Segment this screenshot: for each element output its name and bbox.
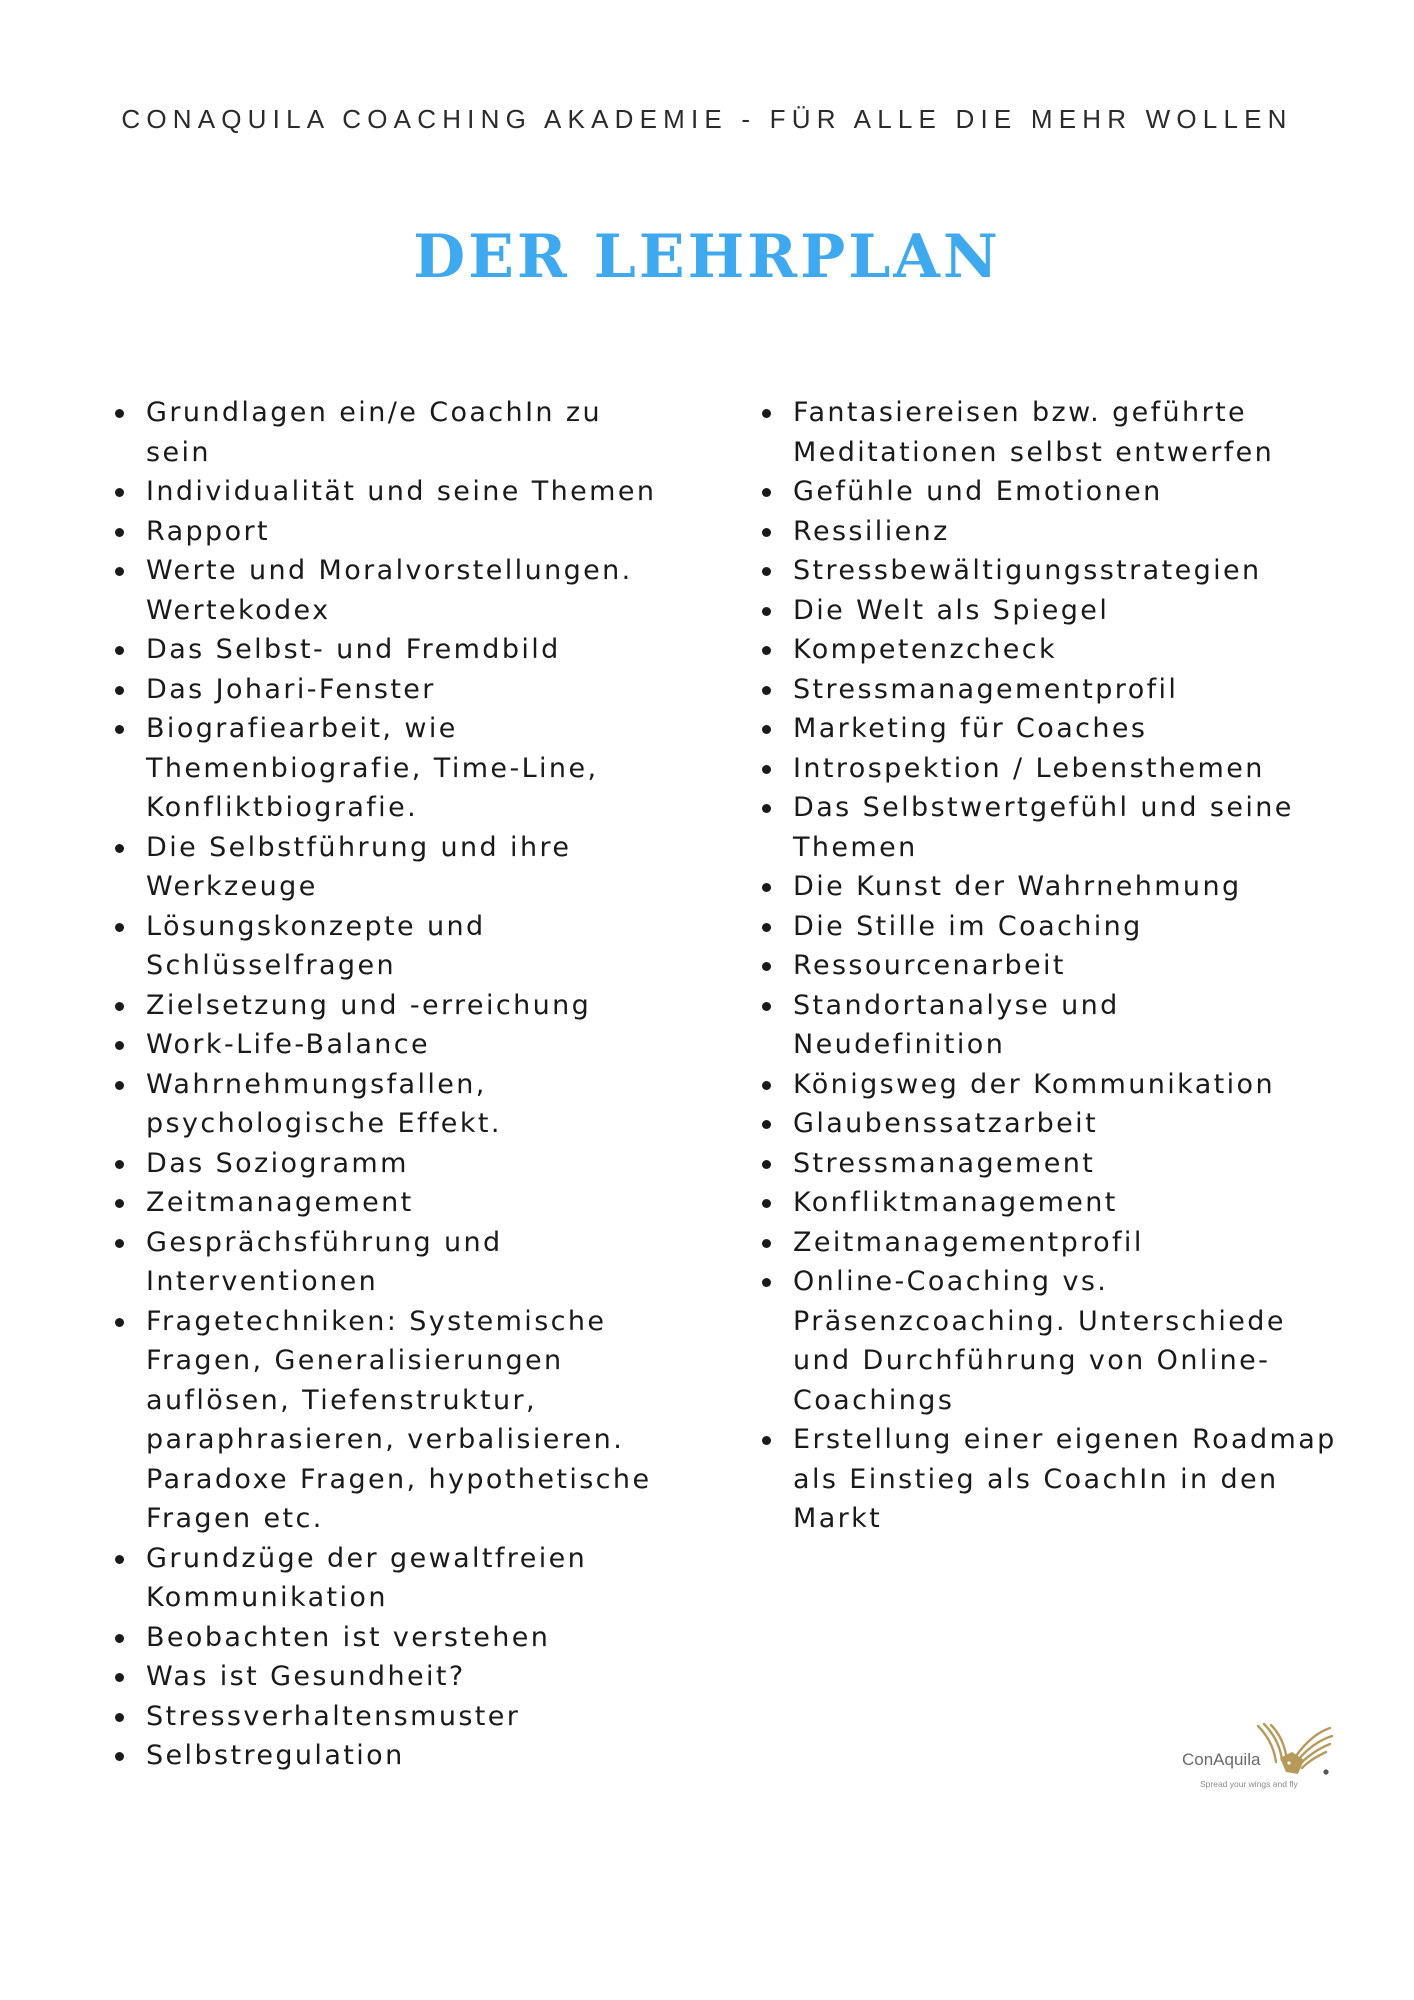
list-item: Das Soziogramm bbox=[110, 1144, 670, 1184]
list-item: Was ist Gesundheit? bbox=[110, 1657, 670, 1697]
list-item: Wahrnehmungsfallen, psychologische Effekt. bbox=[110, 1065, 670, 1144]
list-item: Introspektion / Lebensthemen bbox=[757, 749, 1337, 789]
list-item: Das Selbst- und Fremdbild bbox=[110, 630, 670, 670]
list-item: Glaubenssatzarbeit bbox=[757, 1104, 1337, 1144]
list-item: Work-Life-Balance bbox=[110, 1025, 670, 1065]
list-item: Stressbewältigungsstrategien bbox=[757, 551, 1337, 591]
list-item: Rapport bbox=[110, 512, 670, 552]
list-item: Gefühle und Emotionen bbox=[757, 472, 1337, 512]
logo-wordmark: ConAquila bbox=[1182, 1750, 1261, 1769]
list-item: Konfliktmanagement bbox=[757, 1183, 1337, 1223]
list-item: Werte und Moralvorstellungen. Wertekodex bbox=[110, 551, 670, 630]
list-item: Das Selbstwertgefühl und seine Themen bbox=[757, 788, 1337, 867]
conaquila-logo bbox=[1180, 1722, 1340, 1812]
list-item: Zielsetzung und -erreichung bbox=[110, 986, 670, 1026]
curriculum-list-right bbox=[757, 393, 1337, 1539]
list-item: Lösungskonzepte und Schlüsselfragen bbox=[110, 907, 670, 986]
list-item: Beobachten ist verstehen bbox=[110, 1618, 670, 1658]
list-item: Grundzüge der gewaltfreien Kommunikation bbox=[110, 1539, 670, 1618]
list-item: Online-Coaching vs. Präsenzcoaching. Unterschiede und Durchführung von Online-Coachings bbox=[757, 1262, 1337, 1420]
list-item: Erstellung einer eigenen Roadmap als Einstieg als CoachIn in den Markt bbox=[757, 1420, 1337, 1539]
list-item: Individualität und seine Themen bbox=[110, 472, 670, 512]
curriculum-list-left bbox=[110, 393, 670, 1776]
list-item: Marketing für Coaches bbox=[757, 709, 1337, 749]
academy-tagline: CONAQUILA COACHING AKADEMIE - FÜR ALLE DIE MEHR WOLLEN bbox=[121, 104, 1293, 134]
list-item: Zeitmanagementprofil bbox=[757, 1223, 1337, 1263]
list-item: Selbstregulation bbox=[110, 1736, 670, 1776]
list-item: Die Selbstführung und ihre Werkzeuge bbox=[110, 828, 670, 907]
page-title: DER LEHRPLAN bbox=[413, 222, 1001, 292]
list-item: Das Johari-Fenster bbox=[110, 670, 670, 710]
logo-slogan: Spread your wings and fly bbox=[1200, 1779, 1298, 1789]
list-item: Ressourcenarbeit bbox=[757, 946, 1337, 986]
list-item: Kompetenzcheck bbox=[757, 630, 1337, 670]
list-item: Stressmanagementprofil bbox=[757, 670, 1337, 710]
list-item: Stressmanagement bbox=[757, 1144, 1337, 1184]
list-item: Zeitmanagement bbox=[110, 1183, 670, 1223]
list-item: Fantasiereisen bzw. geführte Meditationen selbst entwerfen bbox=[757, 393, 1337, 472]
list-item: Grundlagen ein/e CoachIn zu sein bbox=[110, 393, 670, 472]
list-item: Biografiearbeit, wie Themenbiografie, Time-Line, Konfliktbiografie. bbox=[110, 709, 670, 828]
list-item: Stressverhaltensmuster bbox=[110, 1697, 670, 1737]
list-item: Ressilienz bbox=[757, 512, 1337, 552]
list-item: Standortanalyse und Neudefinition bbox=[757, 986, 1337, 1065]
list-item: Fragetechniken: Systemische Fragen, Generalisierungen auflösen, Tiefenstruktur, paraphrasieren, verbalisieren. Paradoxe Fragen, hypothetische Fragen etc. bbox=[110, 1302, 670, 1539]
list-item: Die Kunst der Wahrnehmung bbox=[757, 867, 1337, 907]
list-item: Gesprächsführung und Interventionen bbox=[110, 1223, 670, 1302]
list-item: Die Welt als Spiegel bbox=[757, 591, 1337, 631]
list-item: Königsweg der Kommunikation bbox=[757, 1065, 1337, 1105]
eagle-wings-icon bbox=[1252, 1722, 1334, 1780]
list-item: Die Stille im Coaching bbox=[757, 907, 1337, 947]
